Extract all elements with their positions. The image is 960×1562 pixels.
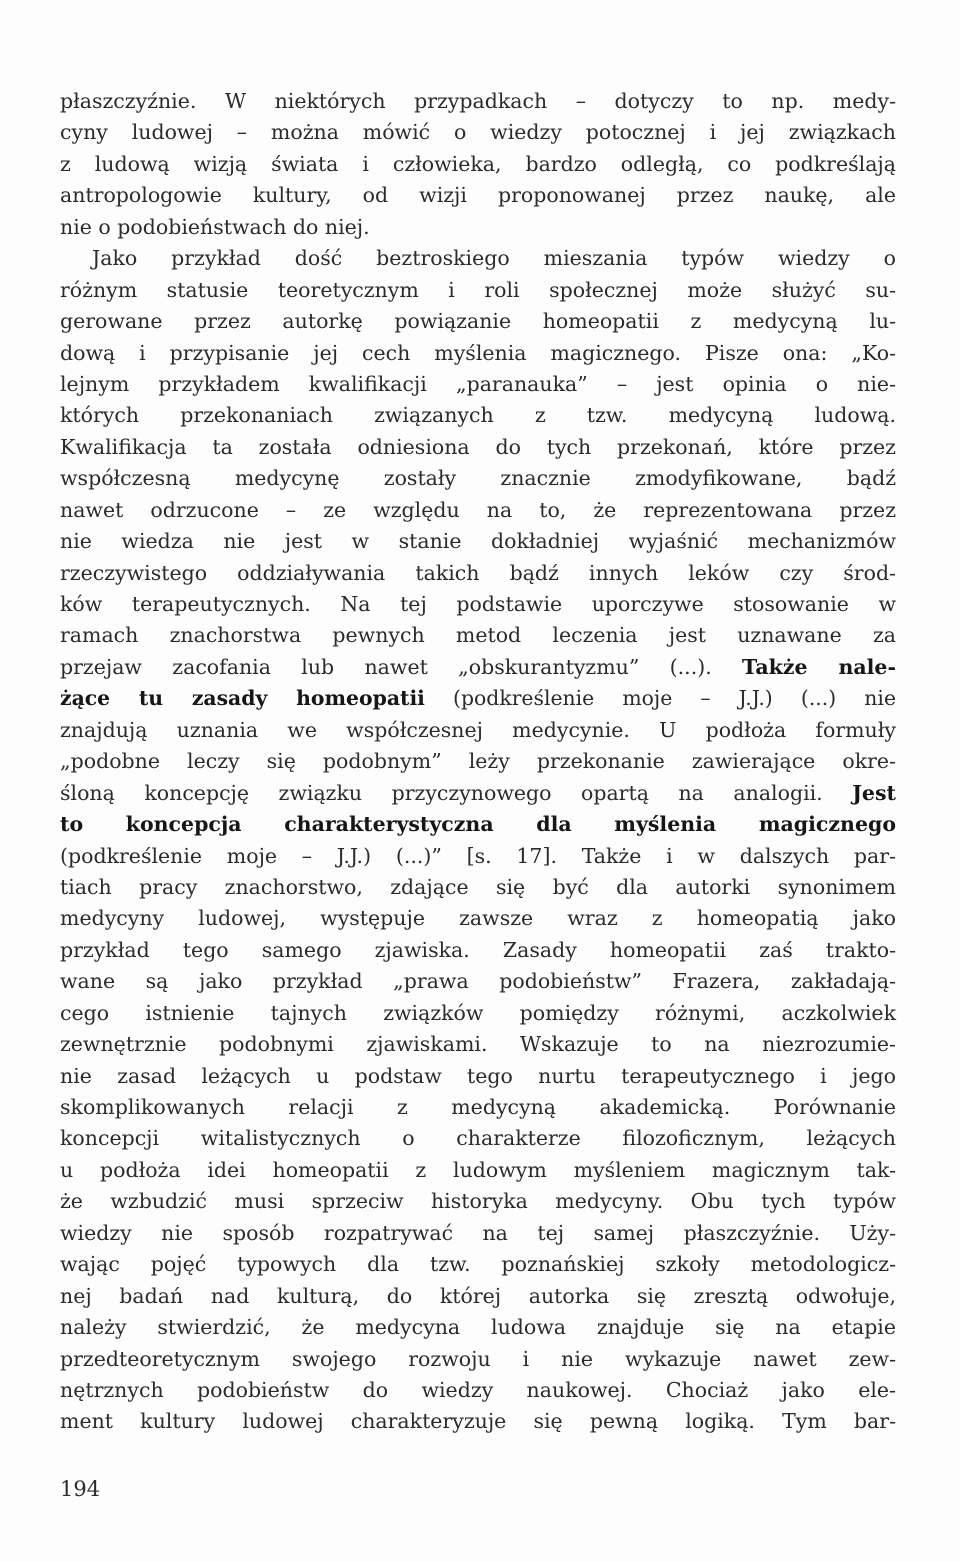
text-line — [60, 369, 896, 400]
text-line — [60, 86, 896, 117]
text-line — [60, 1092, 896, 1123]
bold-text-segment: żące tu zasady homeopatii — [60, 686, 425, 711]
text-segment: przykład tego samego zjawiska. Zasady homeopatii zaś trakto- — [60, 937, 896, 962]
text-line — [60, 212, 896, 243]
text-line — [60, 1186, 896, 1217]
text-line — [60, 998, 896, 1029]
bold-text-segment: Jest — [852, 780, 896, 805]
text-line — [60, 746, 896, 777]
text-line — [60, 589, 896, 620]
text-line — [60, 1281, 896, 1312]
body-text — [60, 86, 896, 1438]
text-segment: tiach pracy znachorstwo, zdające się być dla autorki synonimem — [60, 874, 896, 899]
text-line — [60, 117, 896, 148]
text-segment: nie o podobieństwach do niej. — [60, 214, 370, 239]
text-segment: rzeczywistego oddziaływania takich bądź innych leków czy środ- — [60, 560, 896, 585]
text-segment: antropologowie kultury, od wizji proponowanej przez naukę, ale — [60, 183, 896, 208]
text-segment: ramach znachorstwa pewnych metod leczenia jest uznawane za — [60, 623, 896, 648]
text-segment: (podkreślenie moje – J.J.) (...) nie — [424, 686, 896, 711]
text-segment: śloną koncepcję związku przyczynowego opartą na analogii. — [60, 780, 853, 805]
text-line — [60, 149, 896, 180]
text-segment: ment kultury ludowej charakteryzuje się pewną logiką. Tym bar- — [60, 1409, 896, 1434]
bold-text-segment: to koncepcja charakterystyczna dla myślenia magicznego — [60, 812, 896, 837]
text-line — [60, 809, 896, 840]
text-segment: współczesną medycynę zostały znacznie zmodyfikowane, bądź — [60, 466, 896, 491]
text-line — [60, 1029, 896, 1060]
text-segment: znajdują uznania we współczesnej medycynie. U podłoża formuły — [60, 717, 896, 742]
text-line — [60, 1061, 896, 1092]
text-line — [60, 966, 896, 997]
text-segment: (podkreślenie moje – J.J.) (...)” [s. 17]. Także i w dalszych par- — [60, 843, 896, 868]
text-segment: płaszczyźnie. W niektórych przypadkach – dotyczy to np. medy- — [60, 89, 896, 113]
text-segment: zewnętrznie podobnymi zjawiskami. Wskazuje to na niezrozumie- — [60, 1032, 896, 1057]
text-line — [60, 1155, 896, 1186]
text-line — [60, 306, 896, 337]
text-segment: ków terapeutycznych. Na tej podstawie uporczywe stosowanie w — [60, 592, 896, 616]
text-segment: cyny ludowej – można mówić o wiedzy potocznej i jej związkach — [60, 120, 896, 145]
text-line — [60, 526, 896, 557]
text-line — [60, 1312, 896, 1343]
text-line — [60, 400, 896, 431]
text-segment: nętrznych podobieństw do wiedzy naukowej. Chociaż jako ele- — [60, 1377, 896, 1402]
text-line — [60, 935, 896, 966]
text-segment: u podłoża idei homeopatii z ludowym myśleniem magicznym tak- — [60, 1157, 896, 1182]
text-line — [60, 463, 896, 494]
text-segment: wając pojęć typowych dla tzw. poznańskiej szkoły metodologicz- — [60, 1252, 896, 1277]
text-line — [60, 243, 896, 274]
text-line — [60, 558, 896, 589]
text-line — [60, 1218, 896, 1249]
text-segment: „podobne leczy się podobnym” leży przekonanie zawierające okre- — [60, 749, 896, 774]
text-line — [60, 338, 896, 369]
text-line — [60, 1249, 896, 1280]
text-segment: z ludową wizją świata i człowieka, bardzo odległą, co podkreślają — [60, 151, 896, 176]
text-line — [60, 841, 896, 872]
text-segment: gerowane przez autorkę powiązanie homeopatii z medycyną lu- — [60, 309, 896, 334]
text-segment: dową i przypisanie jej cech myślenia magicznego. Pisze ona: „Ko- — [60, 340, 896, 365]
text-line — [60, 180, 896, 211]
text-line — [60, 1375, 896, 1406]
text-segment: wiedzy nie sposób rozpatrywać na tej samej płaszczyźnie. Uży- — [60, 1220, 896, 1245]
text-line — [60, 1406, 896, 1437]
text-line — [60, 778, 896, 809]
text-segment: koncepcji witalistycznych o charakterze filozoficznym, leżących — [60, 1126, 896, 1151]
text-line — [60, 872, 896, 903]
text-segment: nawet odrzucone – ze względu na to, że reprezentowana przez — [60, 497, 896, 522]
text-line — [60, 620, 896, 651]
text-segment: przedteoretycznym swojego rozwoju i nie wykazuje nawet zew- — [60, 1346, 896, 1371]
text-line — [60, 275, 896, 306]
text-line — [60, 1344, 896, 1375]
text-segment: Jako przykład dość beztroskiego mieszania typów wiedzy o — [92, 246, 896, 271]
text-segment: skomplikowanych relacji z medycyną akademicką. Porównanie — [60, 1095, 896, 1119]
text-segment: należy stwierdzić, że medycyna ludowa znajduje się na etapie — [60, 1315, 896, 1340]
text-line — [60, 715, 896, 746]
bold-text-segment: Także nale- — [742, 654, 896, 679]
text-segment: których przekonaniach związanych z tzw. medycyną ludową. — [60, 403, 896, 428]
text-line — [60, 432, 896, 463]
text-line — [60, 1123, 896, 1154]
text-segment: nie wiedza nie jest w stanie dokładniej wyjaśnić mechanizmów — [60, 529, 896, 554]
text-segment: różnym statusie teoretycznym i roli społecznej może służyć su- — [60, 277, 896, 302]
text-line — [60, 652, 896, 683]
text-line — [60, 495, 896, 526]
text-segment: przejaw zacofania lub nawet „obskurantyzmu” (...). — [60, 654, 743, 679]
text-line — [60, 903, 896, 934]
text-segment: Kwalifikacja ta została odniesiona do tych przekonań, które przez — [60, 434, 896, 459]
text-segment: wane są jako przykład „prawa podobieństw” Frazera, zakładają- — [60, 969, 896, 994]
text-segment: że wzbudzić musi sprzeciw historyka medycyny. Obu tych typów — [60, 1189, 896, 1214]
text-segment: nej badań nad kulturą, do której autorka się zresztą odwołuje, — [60, 1283, 896, 1308]
text-segment: cego istnienie tajnych związków pomiędzy różnymi, aczkolwiek — [60, 1000, 896, 1025]
page-number: 194 — [60, 1477, 101, 1501]
text-line — [60, 683, 896, 714]
text-segment: medycyny ludowej, występuje zawsze wraz z homeopatią jako — [60, 906, 896, 931]
text-segment: nie zasad leżących u podstaw tego nurtu terapeutycznego i jego — [60, 1063, 896, 1088]
text-segment: lejnym przykładem kwalifikacji „paranauka” – jest opinia o nie- — [60, 371, 896, 396]
